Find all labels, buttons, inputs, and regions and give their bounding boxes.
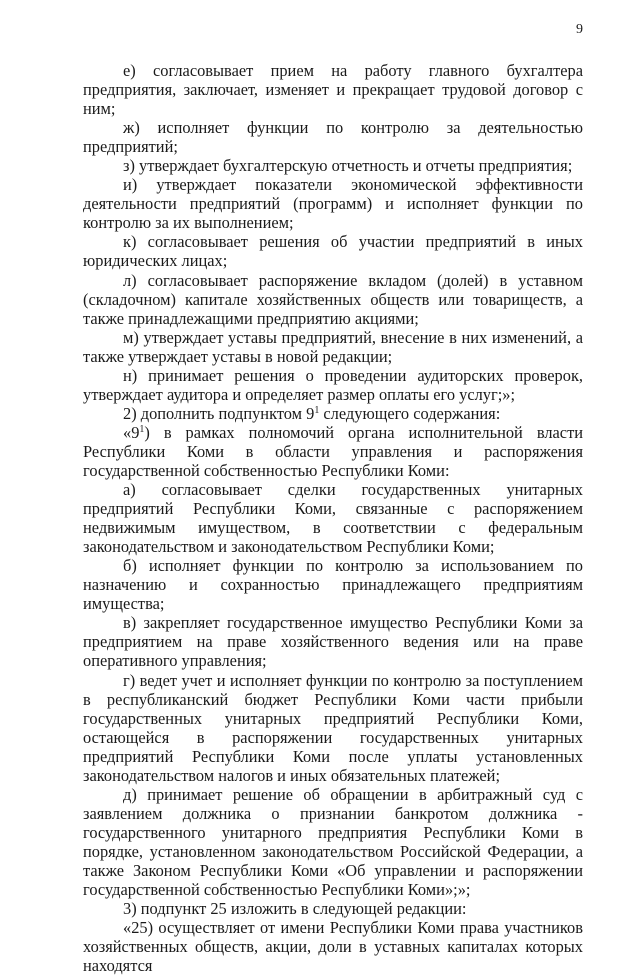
paragraph-v: в) закрепляет государственное имущество Республики Коми за предприятием на праве хозяйственного ведения или на праве оперативного управления; (83, 613, 583, 671)
item-9-1-superscript: 1 (139, 423, 145, 435)
paragraph-l: л) согласовывает распоряжение вкладом (долей) в уставном (складочном) капитале хозяйственных обществ или товариществ, а также принадлежащими предприятию акциями; (83, 270, 583, 328)
paragraph-zh: ж) исполняет функции по контролю за деятельностью предприятий; (83, 118, 583, 157)
item-2-superscript: 1 (314, 404, 320, 416)
paragraph-9-1 (83, 423, 583, 480)
paragraph-e: е) согласовывает прием на работу главного бухгалтера предприятия, заключает, изменяет и прекращает трудовой договор с ним; (83, 61, 583, 119)
paragraph-i: и) утверждает показатели экономической эффективности деятельности предприятий (программ) и исполняет функции по контролю за их выполнением; (83, 175, 583, 233)
paragraph-z: з) утверждает бухгалтерскую отчетность и отчеты предприятия; (123, 156, 573, 176)
paragraph-a: а) согласовывает сделки государственных унитарных предприятий Республики Коми, связанные с распоряжением недвижимым имуществом, в соответствии с федеральным законодательством и законодательством Республики Коми; (83, 480, 583, 557)
paragraph-25: «25) осуществляет от имени Республики Коми права участников хозяйственных обществ, акции, доли в уставных капиталах которых находятся (83, 918, 583, 975)
item-9-1-text-before: «9 (123, 422, 140, 442)
page-number: 9 (576, 22, 583, 37)
paragraph-m: м) утверждает уставы предприятий, внесение в них изменений, а также утверждает уставы в новой редакции; (83, 327, 583, 366)
paragraph-d: д) принимает решение об обращении в арбитражный суд с заявлением должника о признании банкротом должника - государственного унитарного предприятия Республики Коми в порядке, установленном законодательством Российской Федерации, а также Законом Республики Коми «Об управлении и распоряжении государственной собственностью Республики Коми»;»; (83, 784, 583, 900)
paragraph-item-2 (83, 404, 583, 423)
paragraph-item-3: 3) подпункт 25 изложить в следующей редакции: (123, 899, 467, 919)
item-2-text-before: 2) дополнить подпунктом 9 (123, 403, 315, 423)
item-9-1-text-after: ) в рамках полномочий органа исполнительной власти Республики Коми в области управления и распоряжения государственной собственностью Республики Коми: (83, 422, 583, 480)
item-2-text-after: следующего содержания: (319, 403, 501, 423)
paragraph-n: н) принимает решения о проведении аудиторских проверок, утверждает аудитора и определяет размер оплаты его услуг;»; (83, 365, 583, 404)
paragraph-g: г) ведет учет и исполняет функции по контролю за поступлением в республиканский бюджет Республики Коми части прибыли государственных унитарных предприятий Республики Коми, остающейся в распоряжении государственных унитарных предприятий Республики Коми после уплаты установленных законодательством налогов и иных обязательных платежей; (83, 670, 583, 785)
document-body (83, 61, 583, 975)
paragraph-b: б) исполняет функции по контролю за использованием по назначению и сохранностью принадлежащего предприятиям имущества; (83, 556, 583, 614)
paragraph-k: к) согласовывает решения об участии предприятий в иных юридических лицах; (83, 232, 583, 271)
